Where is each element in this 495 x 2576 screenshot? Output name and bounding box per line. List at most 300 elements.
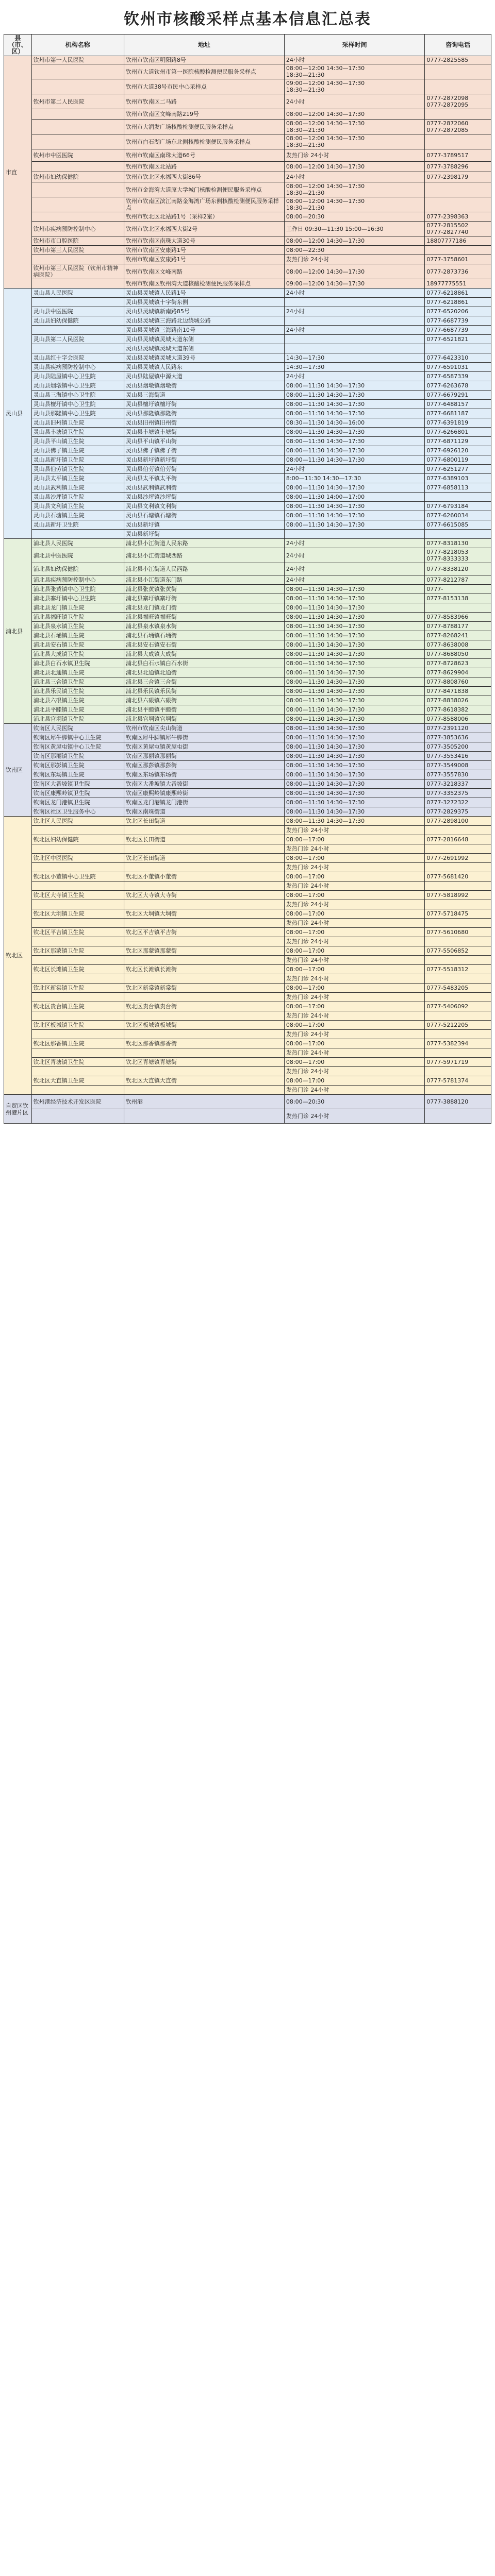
site-name-cell: 钦州港经济技术开发区医院 — [31, 1095, 124, 1109]
time-cell: 08:00—11:30 14:30—17:30 — [284, 752, 424, 761]
phone-cell: 0777-6926120 — [425, 446, 491, 455]
time-cell: 08:00—11:30 14:30—17:30 — [284, 622, 424, 631]
table-row — [4, 974, 491, 984]
site-name-cell: 浦北县中医医院 — [31, 548, 124, 563]
site-name-cell — [31, 1086, 124, 1095]
phone-cell: 0777-2391120 — [425, 724, 491, 733]
time-cell: 08:00—17:00 — [284, 965, 424, 974]
address-cell: 浦北县平睦镇平睦街 — [124, 705, 284, 715]
site-name-cell: 灵山县文利镇卫生院 — [31, 502, 124, 511]
time-cell: 工作日 09:30—11:30 15:00—16:30 — [284, 222, 424, 236]
address-cell: 钦南区东场镇东场街 — [124, 770, 284, 779]
site-name-cell: 灵山县烟墩镇中心卫生院 — [31, 381, 124, 391]
table-row — [4, 120, 491, 134]
phone-cell: 0777-8808760 — [425, 677, 491, 687]
table-row — [4, 872, 491, 882]
time-cell: 24小时 — [284, 307, 424, 316]
phone-cell: 0777-5971719 — [425, 1058, 491, 1067]
header-name: 机构名称 — [31, 35, 124, 56]
phone-cell: 0777-2825585 — [425, 56, 491, 64]
time-cell: 08:00—12:00 14:30—17:30 — [284, 236, 424, 246]
site-name-cell: 钦北区板城镇卫生院 — [31, 1021, 124, 1030]
table-row — [4, 172, 491, 182]
site-name-cell: 钦南区社区卫生服务中心 — [31, 807, 124, 817]
phone-cell — [425, 900, 491, 909]
address-cell: 钦州市钦北区永福西大街2号 — [124, 222, 284, 236]
time-cell — [284, 298, 424, 307]
table-row — [4, 603, 491, 613]
phone-cell: 0777-6679291 — [425, 391, 491, 400]
table-row — [4, 548, 491, 563]
table-row — [4, 946, 491, 956]
site-name-cell: 灵山县疾病预防控制中心 — [31, 363, 124, 372]
address-cell: 钦北区新棠镇新棠街 — [124, 984, 284, 993]
time-cell: 发热门诊 24小时 — [284, 919, 424, 928]
time-cell: 08:00—17:00 — [284, 909, 424, 919]
table-row — [4, 418, 491, 428]
phone-cell: 0777-2872098 0777-2872095 — [425, 94, 491, 109]
phone-cell: 0777-8268241 — [425, 631, 491, 640]
site-name-cell: 钦北区那蒙镇卫生院 — [31, 946, 124, 956]
address-cell: 灵山县烟墩镇烟墩街 — [124, 381, 284, 391]
table-row — [4, 1011, 491, 1021]
site-name-cell: 浦北县安石镇卫生院 — [31, 640, 124, 650]
phone-cell — [425, 937, 491, 946]
site-name-cell — [31, 974, 124, 984]
phone-cell — [425, 64, 491, 79]
table-row — [4, 807, 491, 817]
time-cell: 08:00—12:00 14:30—17:30 18:30—21:30 — [284, 197, 424, 212]
table-row — [4, 381, 491, 391]
phone-cell: 0777-8471838 — [425, 687, 491, 696]
table-row — [4, 474, 491, 483]
address-cell: 灵山县平山镇平山街 — [124, 437, 284, 446]
address-cell: 灵山县石塘镇石塘街 — [124, 511, 284, 520]
table-row — [4, 1021, 491, 1030]
time-cell: 14:30—17:30 — [284, 353, 424, 363]
site-name-cell: 钦北区长滩镇卫生院 — [31, 965, 124, 974]
site-name-cell: 灵山县中医医院 — [31, 307, 124, 316]
phone-cell: 0777-8838026 — [425, 696, 491, 705]
address-cell: 灵山县太平镇太平街 — [124, 474, 284, 483]
time-cell: 24小时 — [284, 326, 424, 335]
phone-cell: 0777-6520206 — [425, 307, 491, 316]
phone-cell: 18977775551 — [425, 279, 491, 289]
address-cell: 钦北区长田街道 — [124, 854, 284, 863]
address-cell: 钦南区大番坡镇大番坡街 — [124, 779, 284, 789]
address-cell: 灵山县灵城镇人民路东 — [124, 363, 284, 372]
time-cell — [284, 335, 424, 344]
address-cell: 钦州市钦南区文峰南路 — [124, 264, 284, 279]
time-cell: 08:00—17:00 — [284, 891, 424, 900]
table-row — [4, 826, 491, 835]
time-cell: 08:00—11:30 14:30—17:30 — [284, 650, 424, 659]
site-name-cell: 钦州市市口腔医院 — [31, 236, 124, 246]
time-cell: 08:00—20:30 — [284, 1095, 424, 1109]
table-row — [4, 400, 491, 409]
site-name-cell — [31, 1030, 124, 1039]
site-name-cell: 钦南区康熙岭镇卫生院 — [31, 789, 124, 798]
address-cell: 浦北县大成镇大成街 — [124, 650, 284, 659]
site-name-cell: 钦州市第二人民医院 — [31, 94, 124, 109]
address-cell: 灵山县沙坪镇沙坪街 — [124, 493, 284, 502]
table-row — [4, 222, 491, 236]
table-row — [4, 956, 491, 965]
address-cell: 浦北县小江街道人民西路 — [124, 563, 284, 575]
site-name-cell: 钦南区人民医院 — [31, 724, 124, 733]
address-cell: 灵山县新圩街 — [124, 530, 284, 539]
phone-cell: 0777-2398363 — [425, 212, 491, 222]
table-row — [4, 761, 491, 770]
time-cell: 08:00—11:30 14:30—17:30 — [284, 391, 424, 400]
table-row — [4, 677, 491, 687]
time-cell: 08:00—17:00 — [284, 1058, 424, 1067]
table-row — [4, 109, 491, 120]
phone-cell: 0777-8638008 — [425, 640, 491, 650]
address-cell: 钦州市大道钦州市第一医院核酸检测便民服务采样点 — [124, 64, 284, 79]
time-cell: 发热门诊 24小时 — [284, 1086, 424, 1095]
phone-cell: 0777-8688050 — [425, 650, 491, 659]
phone-cell — [425, 603, 491, 613]
time-cell: 09:00—12:00 14:30—17:30 — [284, 279, 424, 289]
phone-cell: 0777-2829375 — [425, 807, 491, 817]
phone-cell: 0777- — [425, 585, 491, 594]
site-name-cell: 钦州市第一人民医院 — [31, 56, 124, 64]
phone-cell — [425, 197, 491, 212]
time-cell: 08:00—11:30 14:30—17:30 — [284, 640, 424, 650]
table-row — [4, 742, 491, 752]
address-cell: 浦北县小江街道人民东路 — [124, 539, 284, 548]
address-cell: 灵山县灵城镇三海路南10号 — [124, 326, 284, 335]
table-row — [4, 687, 491, 696]
table-row — [4, 149, 491, 162]
phone-cell: 0777-8583966 — [425, 613, 491, 622]
table-row — [4, 182, 491, 197]
site-name-cell — [31, 344, 124, 353]
address-cell — [124, 974, 284, 984]
site-name-cell: 浦北县寨圩镇中心卫生院 — [31, 594, 124, 603]
table-row — [4, 94, 491, 109]
table-row — [4, 79, 491, 94]
time-cell: 08:00—17:00 — [284, 872, 424, 882]
time-cell: 08:00—12:00 14:30—17:30 18:30—21:30 — [284, 182, 424, 197]
table-row — [4, 307, 491, 316]
time-cell: 发热门诊 24小时 — [284, 255, 424, 264]
time-cell: 08:00—17:00 — [284, 946, 424, 956]
site-name-cell: 灵山县丰塘镇卫生院 — [31, 428, 124, 437]
table-row — [4, 1002, 491, 1011]
address-cell: 灵山县旧州镇旧州街 — [124, 418, 284, 428]
address-cell: 钦北区大垌镇大垌街 — [124, 909, 284, 919]
address-cell — [124, 1067, 284, 1076]
phone-cell: 0777-5781374 — [425, 1076, 491, 1086]
address-cell: 钦北区板城镇板城街 — [124, 1021, 284, 1030]
table-row — [4, 798, 491, 807]
site-name-cell: 灵山县新圩镇卫生院 — [31, 455, 124, 465]
site-name-cell: 浦北县六硍镇卫生院 — [31, 696, 124, 705]
time-cell: 发热门诊 24小时 — [284, 1011, 424, 1021]
table-row — [4, 279, 491, 289]
address-cell: 钦北区大直镇大直街 — [124, 1076, 284, 1086]
site-name-cell: 钦北区大直镇卫生院 — [31, 1076, 124, 1086]
time-cell: 发热门诊 24小时 — [284, 956, 424, 965]
phone-cell — [425, 530, 491, 539]
address-cell: 浦北县泉水镇泉水街 — [124, 622, 284, 631]
address-cell — [124, 900, 284, 909]
time-cell: 09:00—12:00 14:30—17:30 18:30—21:30 — [284, 79, 424, 94]
phone-cell: 0777-2398179 — [425, 172, 491, 182]
time-cell: 08:00—11:30 14:30—17:30 — [284, 603, 424, 613]
time-cell: 08:00—20:30 — [284, 212, 424, 222]
phone-cell: 0777-8629904 — [425, 668, 491, 677]
table-row — [4, 668, 491, 677]
time-cell: 发热门诊 24小时 — [284, 863, 424, 872]
phone-cell — [425, 956, 491, 965]
address-cell — [124, 1086, 284, 1095]
site-name-cell: 钦北区妇幼保健院 — [31, 835, 124, 844]
phone-cell: 0777-8318130 — [425, 539, 491, 548]
address-cell: 钦州市钦南区二马路 — [124, 94, 284, 109]
phone-cell: 0777-5818992 — [425, 891, 491, 900]
table-row — [4, 483, 491, 493]
phone-cell — [425, 1109, 491, 1124]
phone-cell: 0777-8153138 — [425, 594, 491, 603]
address-cell: 灵山县灵城镇新南路85号 — [124, 307, 284, 316]
address-cell: 钦北区小董镇小董街 — [124, 872, 284, 882]
page-title: 钦州市核酸采样点基本信息汇总表 — [124, 10, 371, 28]
address-cell: 浦北县张黄镇张黄街 — [124, 585, 284, 594]
site-name-cell: 灵山县佛子镇卫生院 — [31, 446, 124, 455]
phone-cell: 0777-6871129 — [425, 437, 491, 446]
address-cell: 浦北县福旺镇福旺街 — [124, 613, 284, 622]
address-cell: 钦北区长田街道 — [124, 817, 284, 826]
table-row — [4, 585, 491, 594]
table-row — [4, 613, 491, 622]
phone-cell — [425, 1086, 491, 1095]
phone-cell: 0777-6488157 — [425, 400, 491, 409]
site-name-cell: 浦北县福旺镇卫生院 — [31, 613, 124, 622]
address-cell: 钦北区那蒙镇那蒙街 — [124, 946, 284, 956]
site-name-cell: 钦北区青塘镇卫生院 — [31, 1058, 124, 1067]
address-cell: 灵山县陆屋镇中源大道 — [124, 372, 284, 381]
table-row — [4, 863, 491, 872]
site-name-cell: 灵山县红十字会医院 — [31, 353, 124, 363]
table-row — [4, 353, 491, 363]
site-name-cell — [31, 197, 124, 212]
table-row — [4, 1095, 491, 1109]
address-cell: 灵山县灵城镇灵城大道东侧 — [124, 335, 284, 344]
time-cell: 08:00—17:00 — [284, 1002, 424, 1011]
site-name-cell: 浦北县疾病预防控制中心 — [31, 575, 124, 585]
table-row — [4, 465, 491, 474]
address-cell — [124, 919, 284, 928]
table-row — [4, 733, 491, 742]
address-cell: 灵山县那隆镇那隆街 — [124, 409, 284, 418]
phone-cell: 18807777186 — [425, 236, 491, 246]
site-name-cell: 钦北区大垌镇卫生院 — [31, 909, 124, 919]
time-cell: 08:00—11:30 14:30—17:30 — [284, 677, 424, 687]
phone-cell — [425, 79, 491, 94]
address-cell: 钦北区大寺镇大寺街 — [124, 891, 284, 900]
site-name-cell — [31, 882, 124, 891]
site-name-cell: 钦北区贵台镇卫生院 — [31, 1002, 124, 1011]
time-cell: 08:00—17:00 — [284, 1039, 424, 1048]
table-row — [4, 1030, 491, 1039]
site-name-cell: 灵山县太平镇卫生院 — [31, 474, 124, 483]
table-row — [4, 965, 491, 974]
address-cell: 钦州市钦南区安康路1号 — [124, 246, 284, 255]
site-name-cell: 灵山县那隆镇中心卫生院 — [31, 409, 124, 418]
table-row — [4, 326, 491, 335]
site-name-cell: 钦州市第三人民医院（钦州市精神病医院） — [31, 264, 124, 279]
site-name-cell — [31, 1109, 124, 1124]
site-name-cell — [31, 919, 124, 928]
phone-cell: 0777-5406092 — [425, 1002, 491, 1011]
address-cell: 钦北区长滩镇长滩街 — [124, 965, 284, 974]
time-cell: 08:00—11:30 14:30—17:30 — [284, 733, 424, 742]
time-cell: 发热门诊 24小时 — [284, 844, 424, 854]
time-cell: 08:00—11:30 14:30—17:30 — [284, 798, 424, 807]
phone-cell: 0777-3553416 — [425, 752, 491, 761]
address-cell — [124, 1030, 284, 1039]
table-row — [4, 715, 491, 724]
address-cell: 灵山县佛子镇佛子街 — [124, 446, 284, 455]
phone-cell: 0777-3549008 — [425, 761, 491, 770]
site-name-cell: 浦北县张黄镇中心卫生院 — [31, 585, 124, 594]
phone-cell: 0777-6423310 — [425, 353, 491, 363]
address-cell: 钦南区康熙岭镇康熙岭街 — [124, 789, 284, 798]
time-cell: 08:00—11:30 14:30—17:30 — [284, 446, 424, 455]
site-name-cell: 钦南区黄屋屯镇中心卫生院 — [31, 742, 124, 752]
address-cell: 浦北县安石镇安石街 — [124, 640, 284, 650]
phone-cell: 0777-2872060 0777-2872085 — [425, 120, 491, 134]
address-cell: 灵山县武利镇武利街 — [124, 483, 284, 493]
time-cell: 08:00—12:00 14:30—17:30 — [284, 162, 424, 172]
time-cell — [284, 316, 424, 326]
table-row — [4, 789, 491, 798]
table-row — [4, 631, 491, 640]
site-name-cell — [31, 993, 124, 1002]
phone-cell: 0777-6389103 — [425, 474, 491, 483]
time-cell: 发热门诊 24小时 — [284, 1067, 424, 1076]
site-name-cell: 钦北区平吉镇卫生院 — [31, 928, 124, 937]
time-cell: 08:00—11:30 14:30—17:30 — [284, 409, 424, 418]
site-name-cell: 钦南区东场镇卫生院 — [31, 770, 124, 779]
phone-cell: 0777-3758601 — [425, 255, 491, 264]
site-name-cell: 钦北区新棠镇卫生院 — [31, 984, 124, 993]
phone-cell: 0777-8788177 — [425, 622, 491, 631]
time-cell: 08:00—12:00 14:30—17:30 18:30—21:30 — [284, 64, 424, 79]
site-name-cell: 钦州市第三人民医院 — [31, 246, 124, 255]
table-row — [4, 197, 491, 212]
table-row — [4, 835, 491, 844]
site-name-cell: 钦北区那香镇卫生院 — [31, 1039, 124, 1048]
address-cell: 钦南区那彭镇那彭街 — [124, 761, 284, 770]
time-cell: 发热门诊 24小时 — [284, 826, 424, 835]
table-row — [4, 511, 491, 520]
time-cell: 08:00—11:30 14:30—17:30 — [284, 437, 424, 446]
table-row — [4, 640, 491, 650]
time-cell: 08:00—11:30 14:30—17:30 — [284, 779, 424, 789]
phone-cell: 0777-5212205 — [425, 1021, 491, 1030]
time-cell: 08:00—12:00 14:30—17:30 — [284, 109, 424, 120]
address-cell — [124, 844, 284, 854]
table-row — [4, 1076, 491, 1086]
phone-cell: 0777-6391819 — [425, 418, 491, 428]
phone-cell: 0777-6218861 — [425, 289, 491, 298]
phone-cell: 0777-6218861 — [425, 298, 491, 307]
time-cell: 08:00—11:30 14:30—17:30 — [284, 594, 424, 603]
table-row — [4, 64, 491, 79]
table-row — [4, 437, 491, 446]
address-cell: 灵山县新圩镇 — [124, 520, 284, 530]
address-cell: 灵山县灵城镇灵城大道39号 — [124, 353, 284, 363]
site-name-cell — [31, 937, 124, 946]
site-name-cell — [31, 326, 124, 335]
time-cell: 08:00—12:00 14:30—17:30 18:30—21:30 — [284, 134, 424, 149]
site-name-cell: 浦北县乐民镇卫生院 — [31, 687, 124, 696]
table-row — [4, 212, 491, 222]
phone-cell: 0777-2816648 — [425, 835, 491, 844]
address-cell: 灵山县檀圩镇檀圩街 — [124, 400, 284, 409]
phone-cell: 0777-6687739 — [425, 316, 491, 326]
address-cell: 钦州市钦南区南珠大道66号 — [124, 149, 284, 162]
address-cell: 钦州市钦北区北站路1号（采样2室） — [124, 212, 284, 222]
phone-cell: 0777-2691992 — [425, 854, 491, 863]
site-name-cell: 钦北区大寺镇卫生院 — [31, 891, 124, 900]
site-name-cell: 浦北县白石水镇卫生院 — [31, 659, 124, 668]
time-cell: 08:00—11:30 14:30—17:30 — [284, 789, 424, 798]
address-cell: 钦州市白石湖广场东北侧核酸检测便民服务采样点 — [124, 134, 284, 149]
site-name-cell: 灵山县妇幼保健院 — [31, 316, 124, 326]
address-cell: 钦北区青塘镇青塘街 — [124, 1058, 284, 1067]
table-row — [4, 752, 491, 761]
time-cell: 08:00—11:30 14:30—17:30 — [284, 817, 424, 826]
site-name-cell: 钦南区那丽镇卫生院 — [31, 752, 124, 761]
site-name-cell — [31, 1067, 124, 1076]
phone-cell — [425, 246, 491, 255]
table-row — [4, 316, 491, 326]
phone-cell: 0777-6591031 — [425, 363, 491, 372]
phone-cell — [425, 919, 491, 928]
table-row — [4, 928, 491, 937]
site-name-cell: 钦北区中医医院 — [31, 854, 124, 863]
site-name-cell: 灵山县新圩卫生院 — [31, 520, 124, 530]
phone-cell: 0777-8212787 — [425, 575, 491, 585]
time-cell: 08:00—11:30 14:30—17:30 — [284, 520, 424, 530]
time-cell: 发热门诊 24小时 — [284, 1109, 424, 1124]
table-row — [4, 56, 491, 64]
table-row — [4, 1048, 491, 1058]
site-name-cell: 钦北区小董镇中心卫生院 — [31, 872, 124, 882]
time-cell: 24小时 — [284, 289, 424, 298]
phone-cell: 0777-6251277 — [425, 465, 491, 474]
phone-cell — [425, 863, 491, 872]
address-cell: 灵山县灵城镇十字街东侧 — [124, 298, 284, 307]
address-cell: 灵山县灵城镇人民路1号 — [124, 289, 284, 298]
address-cell — [124, 1048, 284, 1058]
time-cell: 08:00—11:30 14:30—17:30 — [284, 483, 424, 493]
table-row — [4, 900, 491, 909]
phone-cell — [425, 844, 491, 854]
district-cell: 灵山县 — [4, 289, 32, 539]
time-cell: 08:00—11:30 14:00—17:00 — [284, 493, 424, 502]
phone-cell: 0777-6263678 — [425, 381, 491, 391]
phone-cell: 0777-3218337 — [425, 779, 491, 789]
site-name-cell: 浦北县泉水镇卫生院 — [31, 622, 124, 631]
site-name-cell — [31, 1011, 124, 1021]
site-name-cell: 灵山县武利镇卫生院 — [31, 483, 124, 493]
